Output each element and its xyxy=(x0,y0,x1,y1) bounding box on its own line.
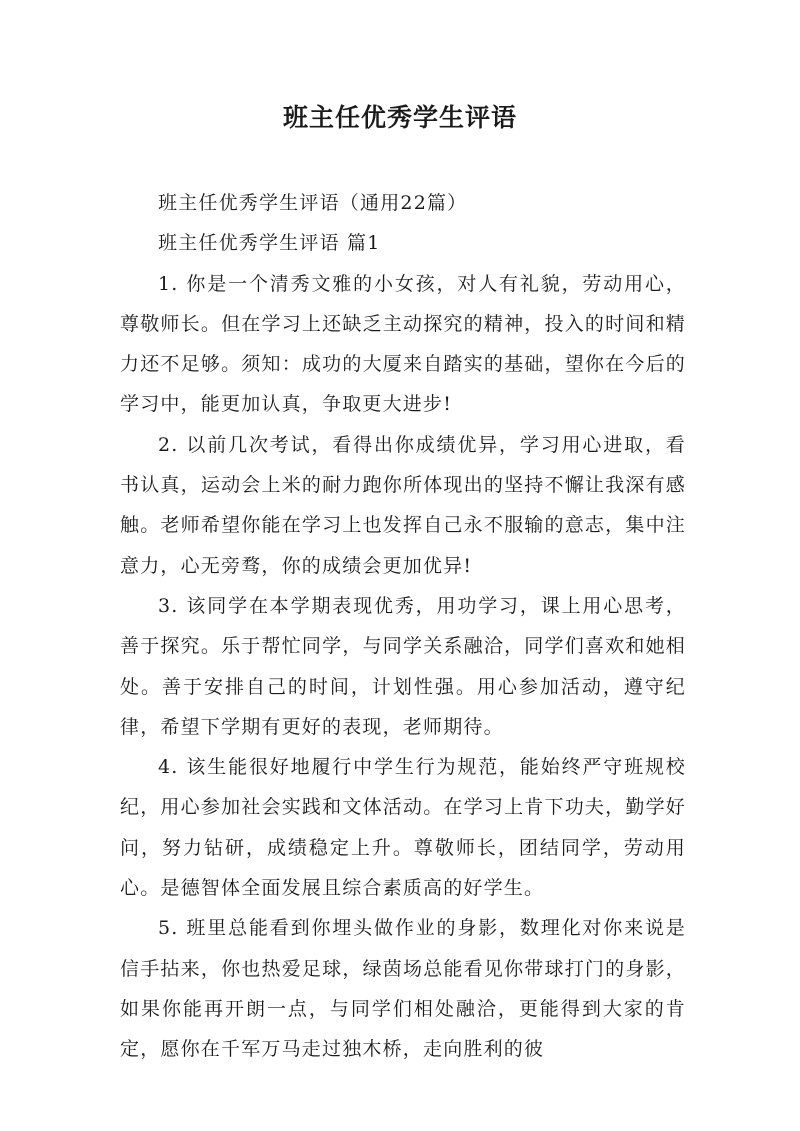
document-title: 班主任优秀学生评语 xyxy=(282,103,517,132)
document-subtitle: 班主任优秀学生评语（通用22篇） xyxy=(158,192,468,214)
section-heading: 班主任优秀学生评语 篇1 xyxy=(158,232,381,255)
comment-paragraph-3: 3. 该同学在本学期表现优秀，用功学习，课上用心思考，善于探究。乐于帮忙同学，与同学关系融洽，同学们喜欢和她相处。善于安排自己的时间，计划性强。用心参加活动，遵守纪律，希望下学期有更好的表现，老师期待。 xyxy=(120,594,686,738)
document-body xyxy=(120,183,686,1070)
comment-paragraph-5: 5. 班里总能看到你埋头做作业的身影，数理化对你来说是信手拈来，你也热爱足球，绿茵场总能看见你带球打门的身影，如果你能再开朗一点，与同学们相处融洽，更能得到大家的肯定，愿你在千军万马走过独木桥，走向胜利的彼 xyxy=(120,917,686,1061)
comment-paragraph-1: 1. 你是一个清秀文雅的小女孩，对人有礼貌，劳动用心，尊敬师长。但在学习上还缺乏主动探究的精神，投入的时间和精力还不足够。须知：成功的大厦来自踏实的基础，望你在今后的学习中，能更加认真，争取更大进步! xyxy=(120,272,686,416)
comment-paragraph-2: 2. 以前几次考试，看得出你成绩优异，学习用心进取，看书认真，运动会上米的耐力跑你所体现出的坚持不懈让我深有感触。老师希望你能在学习上也发挥自己永不服输的意志，集中注意力，心无旁骛，你的成绩会更加优异! xyxy=(120,433,686,577)
comment-paragraph-4: 4. 该生能很好地履行中学生行为规范，能始终严守班规校纪，用心参加社会实践和文体活动。在学习上肯下功夫，勤学好问，努力钻研，成绩稳定上升。尊敬师长，团结同学，劳动用心。是德智体全面发展且综合素质高的好学生。 xyxy=(120,756,686,900)
